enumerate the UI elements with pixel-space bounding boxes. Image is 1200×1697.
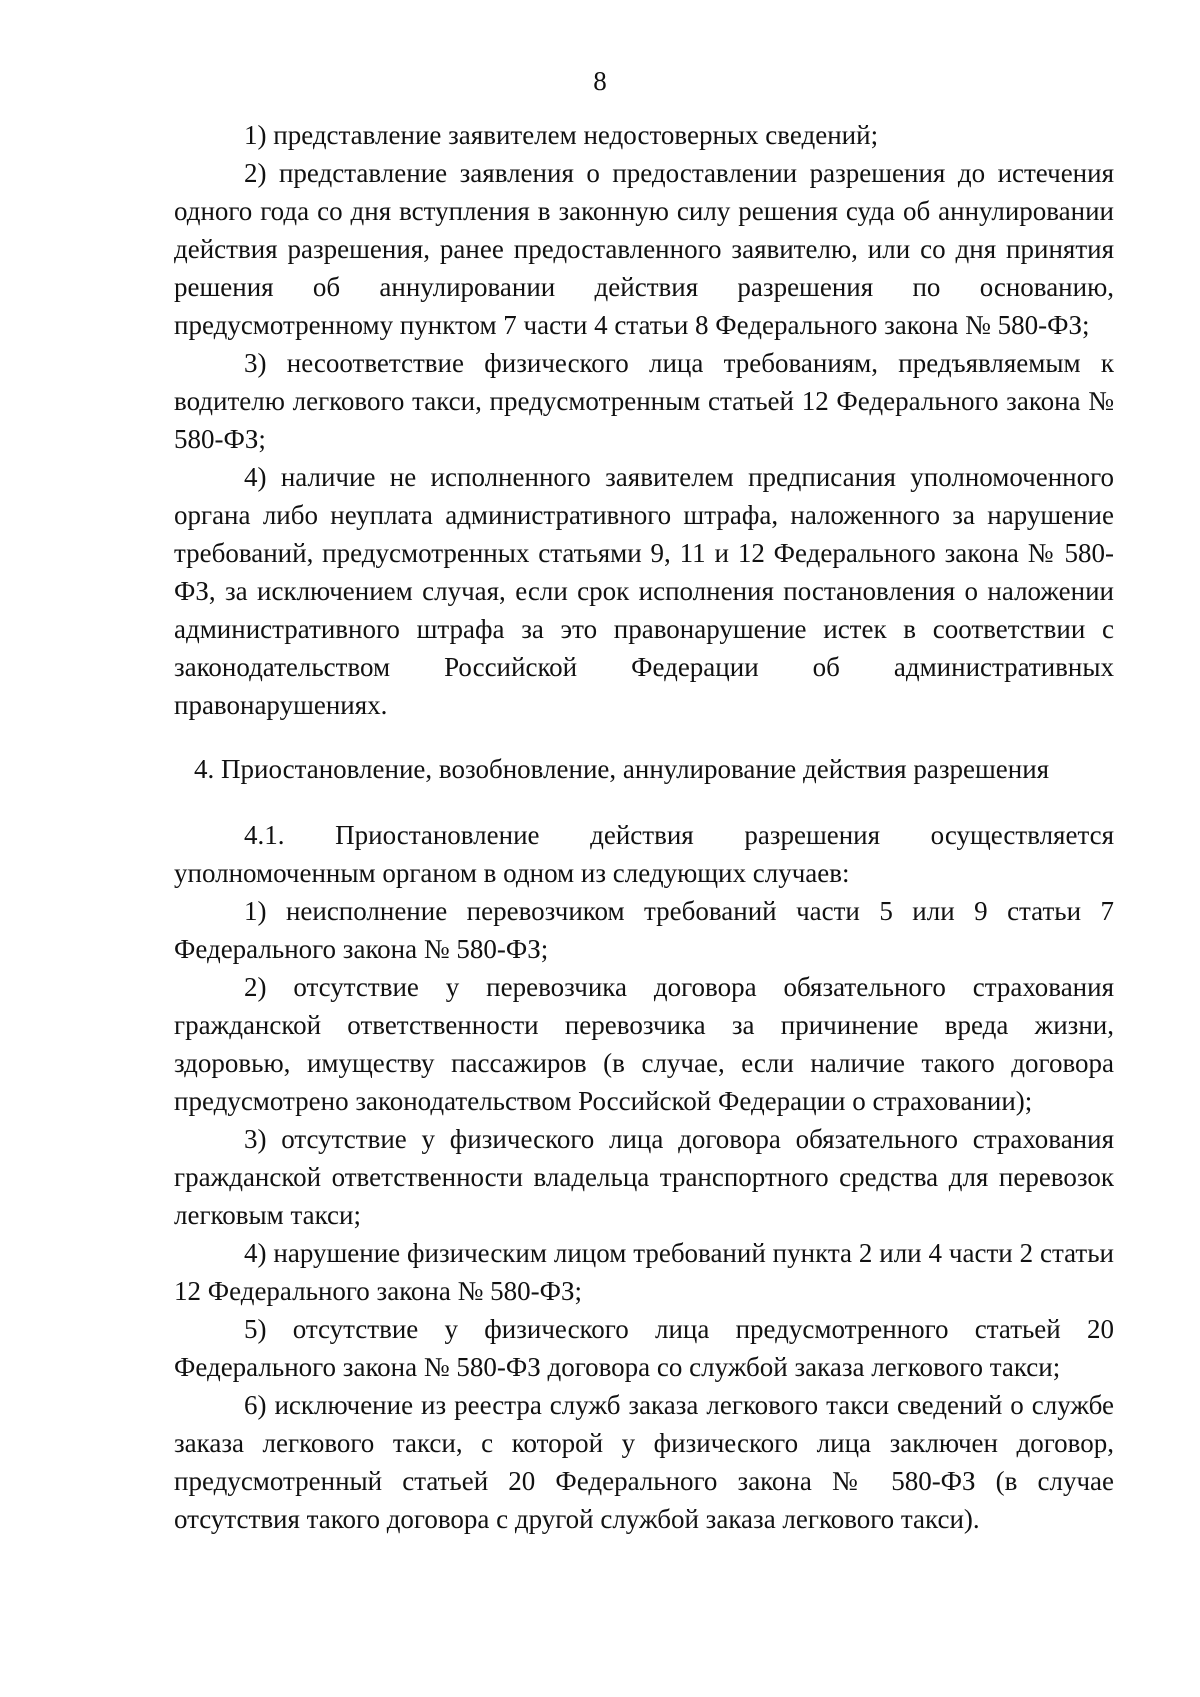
section-heading: 4. Приостановление, возобновление, аннулирование действия разрешения (194, 754, 1050, 784)
list-item-4-4: 4) нарушение физическим лицом требований пункта 2 или 4 части 2 статьи 12 Федерального закона № 580-ФЗ; (174, 1238, 1114, 1306)
list-item-4-2: 2) отсутствие у перевозчика договора обязательного страхования гражданской ответственности перевозчика за причинение вреда жизни, здоровью, имуществу пассажиров (в случае, если наличие такого договора предусмотрено законодательством Российской Федерации о страховании); (174, 972, 1114, 1116)
list-item-4-6: 6) исключение из реестра служб заказа легкового такси сведений о службе заказа легкового такси, с которой у физического лица заключен договор, предусмотренный статьей 20 Федерального закона № 580-ФЗ (в случае отсутствия такого договора с другой службой заказа легкового такси). (174, 1390, 1114, 1534)
list-item-4-3: 3) отсутствие у физического лица договора обязательного страхования гражданской ответственности владельца транспортного средства для перевозок легковым такси; (174, 1124, 1114, 1230)
list-item-4-5: 5) отсутствие у физического лица предусмотренного статьей 20 Федерального закона № 580-ФЗ договора со службой заказа легкового такси; (174, 1314, 1114, 1382)
list-item-3-4: 4) наличие не исполненного заявителем предписания уполномоченного органа либо неуплата административного штрафа, наложенного за нарушение требований, предусмотренных статьями 9, 11 и 12 Федерального закона № 580-ФЗ, за исключением случая, если срок исполнения постановления о наложении административного штрафа за это правонарушение истек в соответствии с законодательством Российской Федерации об административных правонарушениях. (174, 462, 1114, 720)
list-item-3-2: 2) представление заявления о предоставлении разрешения до истечения одного года со дня вступления в законную силу решения суда об аннулировании действия разрешения, ранее предоставленного заявителю, или со дня принятия решения об аннулировании действия разрешения по основанию, предусмотренному пунктом 7 части 4 статьи 8 Федерального закона № 580-ФЗ; (174, 158, 1114, 340)
clause-4-1-intro: 4.1. Приостановление действия разрешения осуществляется уполномоченным органом в одном из следующих случаев: (174, 820, 1114, 888)
document-body (174, 116, 1114, 1538)
list-item-3-3: 3) несоответствие физического лица требованиям, предъявляемым к водителю легкового такси, предусмотренным статьей 12 Федерального закона № 580-ФЗ; (174, 348, 1114, 454)
list-item-3-1: 1) представление заявителем недостоверных сведений; (244, 120, 879, 150)
list-item-4-1: 1) неисполнение перевозчиком требований части 5 или 9 статьи 7 Федерального закона № 580-ФЗ; (174, 896, 1114, 964)
page-number: 8 (593, 66, 607, 96)
